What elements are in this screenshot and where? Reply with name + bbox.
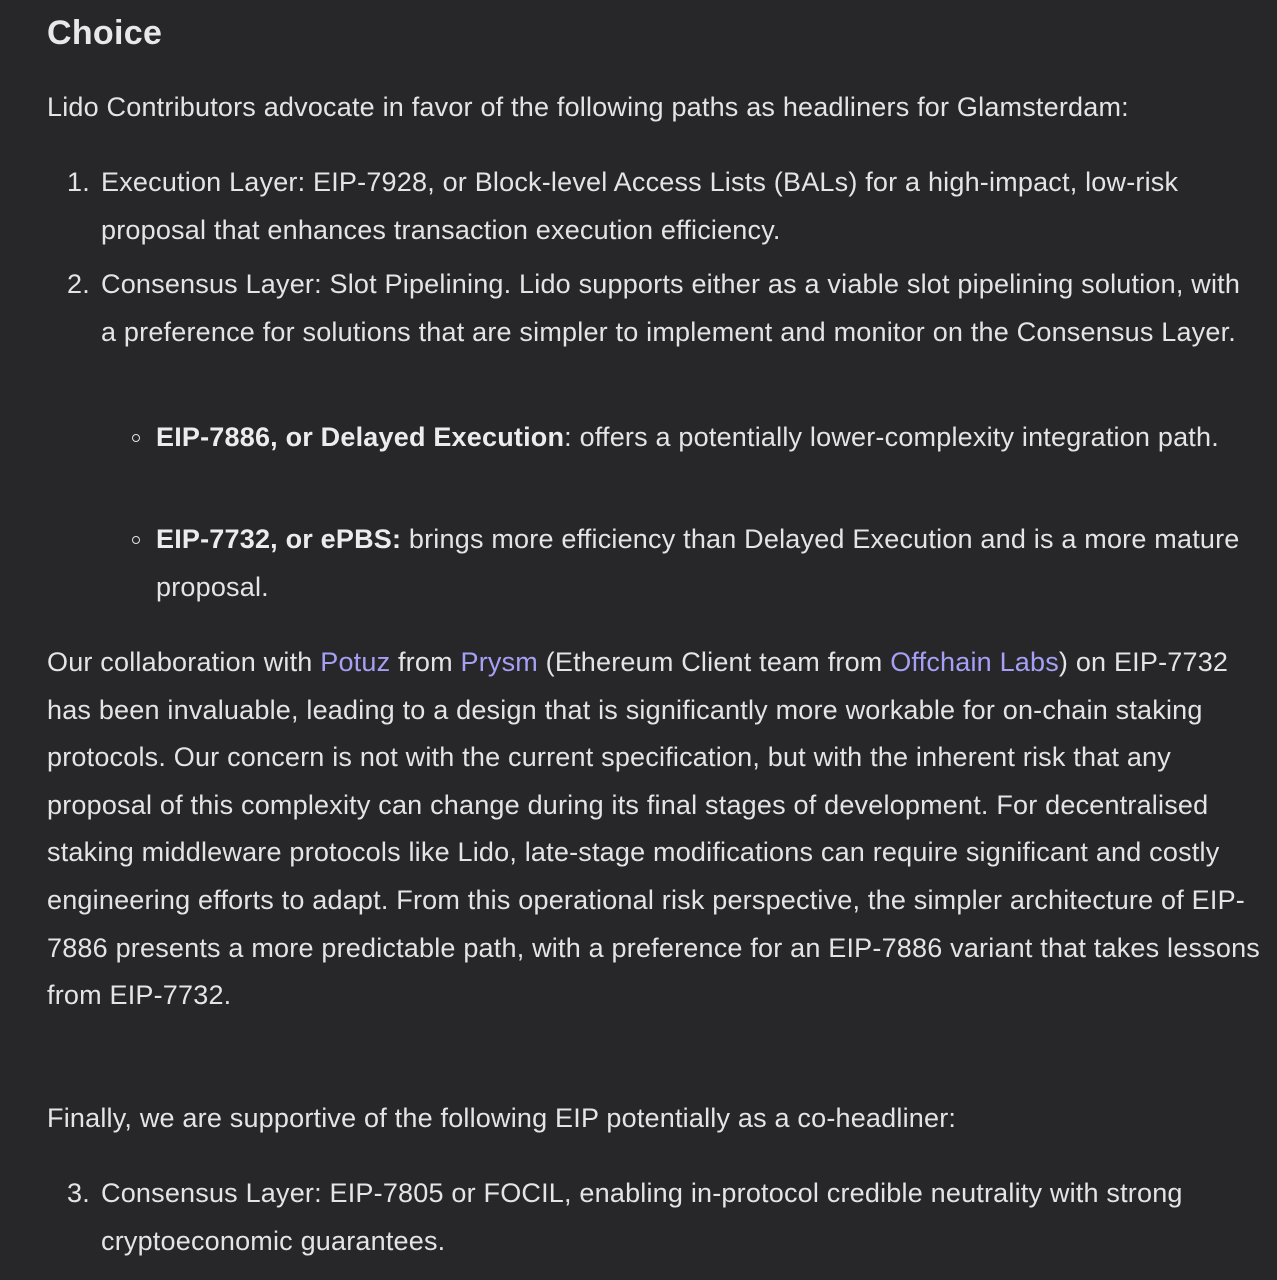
list-item-text: Consensus Layer: EIP-7805 or FOCIL, enabling in-protocol credible neutrality with strong cryptoeconomic guarantees. (101, 1178, 1183, 1256)
text-run: Our collaboration with (47, 647, 321, 677)
list-number: 3. (67, 1178, 90, 1208)
link-offchain-labs[interactable]: Offchain Labs (890, 647, 1059, 677)
list-item-text: Consensus Layer: Slot Pipelining. Lido supports either as a viable slot pipelining solution, with a preference for solutions that are simpler to implement and monitor on the Consensus Layer. (101, 269, 1241, 347)
sub-item-text: : offers a potentially lower-complexity integration path. (564, 422, 1219, 452)
sub-list-item (156, 414, 1261, 462)
section-heading: Choice (47, 14, 163, 52)
collaboration-paragraph (47, 639, 1262, 1020)
hollow-bullet-icon (132, 536, 140, 544)
link-prysm[interactable]: Prysm (460, 647, 538, 677)
sub-item-text: brings more efficiency than Delayed Execution and is a more mature proposal. (156, 524, 1240, 602)
list-number: 1. (67, 167, 90, 197)
text-run: (Ethereum Client team from (537, 647, 891, 677)
link-potuz[interactable]: Potuz (320, 647, 391, 677)
text-run: ) on EIP-7732 has been invaluable, leading to a design that is significantly more workable for on-chain staking protocols. Our concern is not with the current specification, but with the inherent risk that any proposal of this complexity can change during its final stages of development. For decentralised staking middleware protocols like Lido, late-stage modifications can require significant and costly engineering efforts to adapt. From this operational risk perspective, the simpler architecture of EIP-7886 presents a more predictable path, with a preference for an EIP-7886 variant that takes lessons from EIP-7732. (47, 647, 1260, 1011)
intro-paragraph: Lido Contributors advocate in favor of the following paths as headliners for Glamsterdam: (47, 92, 1129, 122)
list-item (67, 1170, 1261, 1265)
sub-item-title: EIP-7886, or Delayed Execution (156, 422, 565, 452)
list-item (67, 261, 1261, 356)
list-number: 2. (67, 269, 90, 299)
text-run: from (390, 647, 461, 677)
sub-list-item (156, 516, 1261, 611)
list-item (67, 159, 1261, 254)
finally-paragraph: Finally, we are supportive of the following EIP potentially as a co-headliner: (47, 1103, 957, 1133)
list-item-text: Execution Layer: EIP-7928, or Block-level Access Lists (BALs) for a high-impact, low-risk proposal that enhances transaction execution efficiency. (101, 167, 1179, 245)
sub-item-title: EIP-7732, or ePBS: (156, 524, 402, 554)
hollow-bullet-icon (132, 434, 140, 442)
